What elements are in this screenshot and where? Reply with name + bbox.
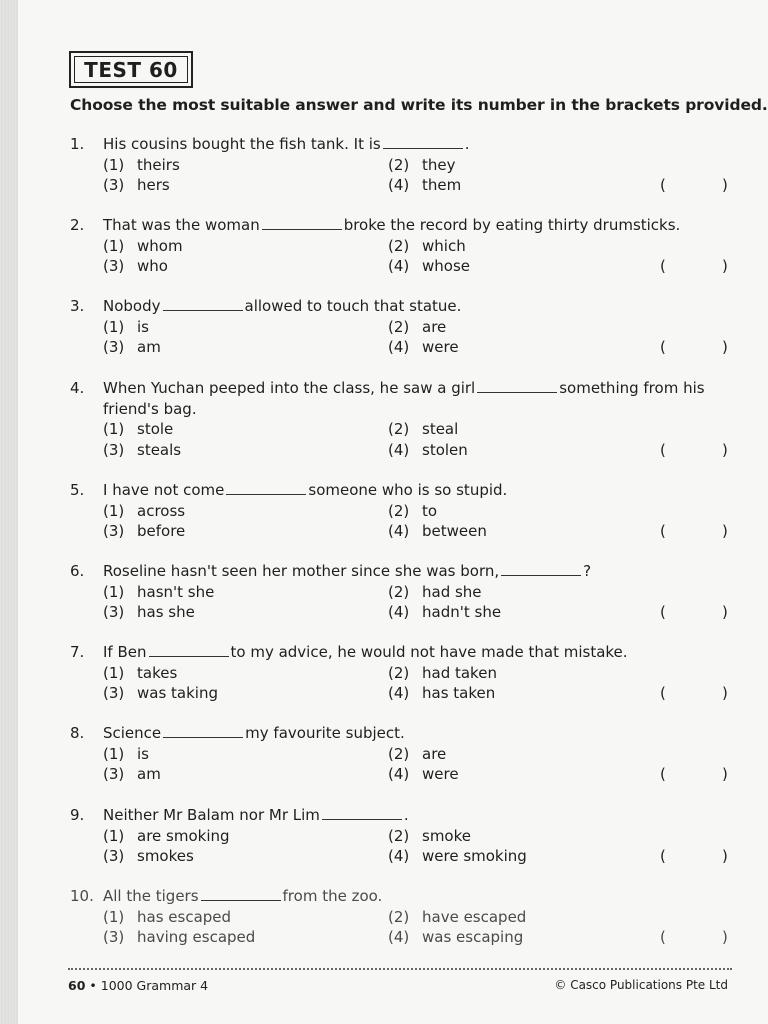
option-number: (2) — [388, 155, 410, 174]
option-text: theirs — [137, 155, 180, 174]
stem-continuation-text: friend's bag. — [103, 399, 197, 418]
question-9 — [70, 805, 735, 867]
stem-text-after: my favourite subject. — [245, 724, 405, 742]
option — [388, 683, 495, 704]
option — [388, 744, 446, 765]
option — [388, 663, 497, 684]
question-number: 3. — [70, 297, 85, 315]
option-number: (2) — [388, 663, 410, 682]
option-number: (1) — [103, 663, 125, 682]
option-row — [70, 744, 735, 765]
option-text: is — [137, 317, 149, 336]
answer-blank — [322, 806, 402, 820]
option-number: (4) — [388, 684, 410, 702]
option-text: has escaped — [137, 907, 232, 926]
option-number: (3) — [103, 522, 125, 540]
option-number: (1) — [103, 236, 125, 255]
question-stem — [103, 215, 735, 236]
answer-blank — [383, 135, 463, 149]
option-number: (3) — [103, 684, 125, 702]
answer-bracket-close[interactable]: ) — [722, 257, 728, 275]
option-row — [70, 683, 735, 704]
question-stem-continuation — [70, 399, 735, 420]
option — [103, 317, 149, 338]
option — [388, 317, 446, 338]
question-number: 8. — [70, 724, 85, 742]
question-stem — [103, 805, 735, 826]
stem-text-after: allowed to touch that statue. — [244, 297, 462, 315]
option — [388, 602, 501, 623]
stem-text-after: . — [403, 806, 409, 824]
option — [103, 175, 170, 196]
copyright-notice: © Casco Publications Pte Ltd — [554, 978, 728, 992]
answer-bracket-open[interactable]: ( — [660, 684, 666, 702]
option-number: (1) — [103, 501, 125, 520]
option-row — [70, 663, 735, 684]
test-title: TEST 60 — [84, 57, 178, 82]
answer-bracket-close[interactable]: ) — [722, 522, 728, 540]
option-text: were — [422, 765, 459, 783]
answer-bracket-close[interactable]: ) — [722, 928, 728, 946]
option-number: (4) — [388, 928, 410, 946]
stem-text-after: something from his — [559, 379, 705, 397]
option-text: was escaping — [422, 928, 524, 946]
page-number: 60 — [68, 978, 86, 993]
question-stem-row — [70, 642, 735, 663]
option-text: whom — [137, 236, 183, 255]
question-number: 6. — [70, 562, 85, 580]
option-row — [70, 256, 735, 277]
option-number: (2) — [388, 317, 410, 336]
option-text: had she — [422, 582, 482, 601]
option — [103, 663, 177, 684]
question-number: 7. — [70, 643, 85, 661]
question-number: 5. — [70, 481, 85, 499]
option — [103, 440, 181, 461]
option-text: hasn't she — [137, 582, 215, 601]
footer-page-info — [68, 978, 208, 993]
option-text: am — [137, 765, 161, 783]
option-number: (2) — [388, 236, 410, 255]
option-number: (2) — [388, 907, 410, 926]
answer-bracket-open[interactable]: ( — [660, 847, 666, 865]
option-row — [70, 317, 735, 338]
option-row — [70, 419, 735, 440]
option — [103, 582, 214, 603]
option-text: they — [422, 155, 456, 174]
option-number: (1) — [103, 907, 125, 926]
option-number: (3) — [103, 176, 125, 194]
option-text: was taking — [137, 684, 218, 702]
option-number: (4) — [388, 257, 410, 275]
question-stem-row — [70, 378, 735, 399]
stem-text-before: When Yuchan peeped into the class, he saw a girl — [103, 379, 476, 397]
option-text: smoke — [422, 826, 471, 845]
option-text: hadn't she — [422, 603, 502, 621]
option-number: (2) — [388, 826, 410, 845]
option — [103, 155, 180, 176]
option — [388, 826, 471, 847]
option-number: (2) — [388, 744, 410, 763]
option-text: hers — [137, 176, 170, 194]
question-stem — [103, 723, 735, 744]
option-text: are smoking — [137, 826, 230, 845]
question-number: 4. — [70, 379, 85, 397]
answer-blank — [201, 887, 281, 901]
option-row — [70, 907, 735, 928]
option-number: (4) — [388, 522, 410, 540]
option-row — [70, 236, 735, 257]
option-row — [70, 501, 735, 522]
answer-bracket-open[interactable]: ( — [660, 338, 666, 356]
option-text: stole — [137, 420, 174, 438]
option-text: has taken — [422, 684, 496, 702]
stem-text-after: ? — [583, 562, 592, 580]
option-row — [70, 846, 735, 867]
option-text: whose — [422, 257, 470, 275]
option-number: (1) — [103, 826, 125, 845]
answer-bracket-close[interactable]: ) — [722, 765, 728, 783]
question-3 — [70, 296, 735, 358]
question-stem — [103, 378, 735, 399]
stem-text-after: someone who is so stupid. — [308, 481, 508, 499]
answer-blank — [477, 379, 557, 393]
question-stem — [103, 642, 735, 663]
question-stem — [103, 296, 735, 317]
option-text: takes — [137, 663, 178, 682]
answer-bracket-open[interactable]: ( — [660, 440, 666, 459]
option — [103, 683, 218, 704]
option-number: (1) — [103, 317, 125, 336]
answer-bracket-open[interactable]: ( — [660, 257, 666, 275]
question-2 — [70, 215, 735, 277]
option-text: is — [137, 744, 149, 763]
stem-text-before: All the tigers — [103, 887, 199, 905]
option — [103, 846, 194, 867]
question-stem-row — [70, 805, 735, 826]
option — [103, 256, 168, 277]
question-6 — [70, 561, 735, 623]
question-8 — [70, 723, 735, 785]
option-text: am — [137, 338, 161, 356]
question-number: 9. — [70, 806, 85, 824]
question-number: 1. — [70, 135, 85, 153]
option-text: to — [422, 501, 438, 520]
question-stem-row — [70, 215, 735, 236]
option-number: (4) — [388, 603, 410, 621]
answer-bracket-open[interactable]: ( — [660, 928, 666, 946]
option-text: before — [137, 522, 186, 540]
option — [103, 419, 173, 440]
option-row — [70, 440, 735, 461]
option-row — [70, 602, 735, 623]
answer-bracket-open[interactable]: ( — [660, 603, 666, 621]
option-number: (4) — [388, 847, 410, 865]
instruction-text: Choose the most suitable answer and write its number in the brackets provided. — [70, 96, 768, 114]
option-row — [70, 582, 735, 603]
question-stem-row — [70, 886, 735, 907]
stem-text-before: Neither Mr Balam nor Mr Lim — [103, 806, 320, 824]
option-number: (3) — [103, 338, 125, 356]
book-title: 1000 Grammar 4 — [100, 978, 209, 993]
option-row — [70, 764, 735, 785]
option — [388, 236, 466, 257]
option-text: who — [137, 257, 168, 275]
question-stem-row — [70, 561, 735, 582]
answer-bracket-open[interactable]: ( — [660, 522, 666, 540]
option-row — [70, 927, 735, 948]
answer-blank — [262, 216, 342, 230]
question-stem-row — [70, 480, 735, 501]
option-number: (1) — [103, 744, 125, 763]
stem-text-after: broke the record by eating thirty drumsticks. — [343, 216, 681, 234]
test-title-box — [69, 51, 193, 88]
option — [388, 155, 456, 176]
answer-bracket-close[interactable]: ) — [722, 603, 728, 621]
option — [103, 337, 161, 358]
option-text: had taken — [422, 663, 497, 682]
option — [388, 175, 461, 196]
question-7 — [70, 642, 735, 704]
option-row — [70, 826, 735, 847]
option-number: (1) — [103, 155, 125, 174]
option-text: has she — [137, 603, 195, 621]
stem-text-before: I have not come — [103, 481, 225, 499]
option-row — [70, 155, 735, 176]
option — [388, 337, 459, 358]
option-number: (2) — [388, 420, 410, 438]
question-stem — [103, 886, 735, 907]
option — [388, 256, 470, 277]
stem-text-after: to my advice, he would not have made that mistake. — [230, 643, 628, 661]
answer-bracket-open[interactable]: ( — [660, 765, 666, 783]
option-text: steals — [137, 440, 182, 459]
option-text: have escaped — [422, 907, 527, 926]
question-4 — [70, 378, 735, 460]
option-row — [70, 337, 735, 358]
option-text: are — [422, 317, 447, 336]
option-number: (3) — [103, 765, 125, 783]
footer-divider — [68, 968, 732, 970]
option-number: (3) — [103, 603, 125, 621]
option-text: across — [137, 501, 186, 520]
question-10 — [70, 886, 735, 948]
option — [103, 927, 255, 948]
footer-bullet: • — [89, 978, 97, 993]
option — [103, 744, 149, 765]
option — [388, 846, 527, 867]
option-number: (4) — [388, 176, 410, 194]
option-text: were — [422, 338, 459, 356]
answer-blank — [226, 481, 306, 495]
option-number: (4) — [388, 338, 410, 356]
option — [388, 440, 468, 461]
stem-text-before: If Ben — [103, 643, 147, 661]
answer-blank — [501, 562, 581, 576]
option-number: (3) — [103, 257, 125, 275]
question-stem-row — [70, 134, 735, 155]
answer-bracket-close[interactable]: ) — [722, 338, 728, 356]
stem-text-before: Science — [103, 724, 162, 742]
option — [103, 602, 195, 623]
option-row — [70, 521, 735, 542]
option-text: them — [422, 176, 462, 194]
question-number: 10. — [70, 887, 94, 905]
option-number: (3) — [103, 928, 125, 946]
option-number: (1) — [103, 582, 125, 601]
option-text: between — [422, 522, 487, 540]
question-stem-row — [70, 723, 735, 744]
option — [103, 764, 161, 785]
answer-bracket-close[interactable]: ) — [722, 440, 728, 459]
option-row — [70, 175, 735, 196]
answer-bracket-close[interactable]: ) — [722, 176, 728, 194]
question-stem-row — [70, 296, 735, 317]
stem-text-before: His cousins bought the fish tank. It is — [103, 135, 381, 153]
option — [388, 907, 526, 928]
option — [388, 927, 523, 948]
question-stem — [103, 134, 735, 155]
stem-text-before: Nobody — [103, 297, 161, 315]
option-text: steal — [422, 420, 459, 438]
stem-text-before: That was the woman — [103, 216, 260, 234]
book-binding-edge — [0, 0, 18, 1024]
question-stem — [103, 480, 735, 501]
option — [388, 419, 458, 440]
stem-text-after: from the zoo. — [282, 887, 383, 905]
option — [103, 521, 185, 542]
option-text: stolen — [422, 440, 468, 459]
option-number: (2) — [388, 582, 410, 601]
answer-bracket-open[interactable]: ( — [660, 176, 666, 194]
option-text: were smoking — [422, 847, 527, 865]
question-1 — [70, 134, 735, 196]
question-5 — [70, 480, 735, 542]
option-text: having escaped — [137, 928, 256, 946]
option — [103, 236, 183, 257]
option — [103, 907, 231, 928]
option — [388, 501, 437, 522]
answer-blank — [163, 297, 243, 311]
stem-text-before: Roseline hasn't seen her mother since she was born, — [103, 562, 500, 580]
option-number: (4) — [388, 440, 410, 459]
option-text: are — [422, 744, 447, 763]
option — [388, 582, 482, 603]
option-number: (4) — [388, 765, 410, 783]
option — [103, 501, 185, 522]
option-text: which — [422, 236, 466, 255]
option — [388, 764, 459, 785]
stem-text-after: . — [464, 135, 470, 153]
option — [388, 521, 487, 542]
option-number: (2) — [388, 501, 410, 520]
answer-bracket-close[interactable]: ) — [722, 847, 728, 865]
option-number: (3) — [103, 847, 125, 865]
answer-blank — [163, 724, 243, 738]
question-number: 2. — [70, 216, 85, 234]
question-stem — [103, 561, 735, 582]
answer-blank — [149, 643, 229, 657]
option-number: (1) — [103, 420, 125, 438]
option-text: smokes — [137, 847, 194, 865]
answer-bracket-close[interactable]: ) — [722, 684, 728, 702]
option-number: (3) — [103, 440, 125, 459]
option — [103, 826, 230, 847]
